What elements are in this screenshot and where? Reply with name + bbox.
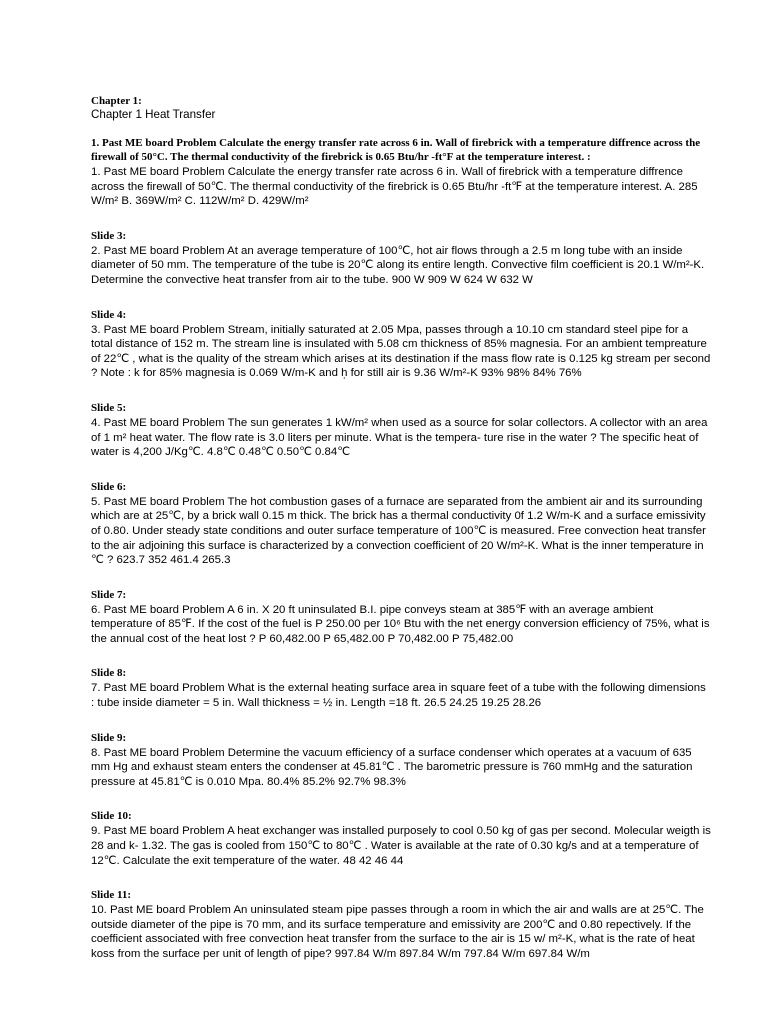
section-heading: Slide 3: [91,229,127,242]
section-body: 6. Past ME board Problem A 6 in. X 20 ft uninsulated B.I. pipe conveys steam at 385℉ with an average ambient temperature of 85℉. If the cost of the fuel is P 250.00 per 10⁶ Btu with the net energy conversion efficiency of 75%, what is the annual cost of the heat lost ? P 60,482.00 P 65,482.00 P 70,482.00 P 75,482.00 [91,603,710,645]
section-heading: Slide 6: [91,480,127,493]
section-slide-6 [91,480,711,568]
section-body: 10. Past ME board Problem An uninsulated steam pipe passes through a room in which the air and walls are at 25℃. The outside diameter of the pipe is 70 mm, and its surface temperature and emissivity are 200℃ and 0.80 repectively. If the coefficient associated with free convection heat transfer from the surface to the air is 15 w/ m²-K, what is the rate of heat koss from the surface per unit of length of pipe? 997.84 W/m 897.84 W/m 797.84 W/m 697.84 W/m [91,904,704,960]
section-heading: Slide 10: [91,810,132,823]
section-heading: Slide 8: [91,667,127,680]
section-slide-11 [91,888,711,961]
section-slide-10 [91,809,711,868]
section-heading: Slide 5: [91,401,127,414]
document-page [91,94,711,982]
section-slide-9 [91,731,711,790]
section-body: 4. Past ME board Problem The sun generates 1 kW/m² when used as a source for solar collectors. A collector with an area of 1 m² heat water. The flow rate is 3.0 liters per minute. What is the tempera- ture rise in the water ? The specific heat of water is 4,200 J/Kg℃. 4.8℃ 0.48℃ 0.50℃ 0.84℃ [91,416,708,459]
section-heading: Slide 4: [91,308,127,321]
section-slide-8 [91,666,711,710]
section-slide-4 [91,308,711,381]
section-body: 3. Past ME board Problem Stream, initially saturated at 2.05 Mpa, passes through a 10.10 cm standard steel pipe for a total distance of 152 m. The stream line is insulated with 5.08 cm thickness of 85% magnesia. For an ambient tempreature of 22℃ , what is the quality of the stream which arises at its destination if the mass flow rate is 0.125 kg stream per second ? Note : k for 85% magnesia is 0.069 W/m-K and h̹ for still air is 9.36 W/m²-K 93% 98% 84% 76% [91,323,711,380]
section-body: 8. Past ME board Problem Determine the vacuum efficiency of a surface condenser which operates at a vacuum of 635 mm Hg and exhaust steam enters the condenser at 45.81℃ . The barometric pressure is 760 mmHg and the saturation pressure at 45.81℃ is 0.010 Mpa. 80.4% 85.2% 92.7% 98.3% [91,746,693,788]
section-slide-5 [91,401,711,460]
section-body: 1. Past ME board Problem Calculate the energy transfer rate across 6 in. Wall of firebrick with a temperature diffrence across the firewall of 50℃. The thermal conductivity of the firebrick is 0.65 Btu/hr -ft℉ at the temperature interest. A. 285 W/m² B. 369W/m² C. 112W/m² D. 429W/m² [91,166,698,208]
section-heading: Slide 7: [91,588,127,601]
section-body: 7. Past ME board Problem What is the external heating surface area in square feet of a tube with the following dimensions : tube inside diameter = 5 in. Wall thickness = ½ in. Length =18 ft. 26.5 24.25 19.25 28.26 [91,682,706,710]
section-body: 9. Past ME board Problem A heat exchanger was installed purposely to cool 0.50 kg of gas per second. Molecular weigth is 28 and k- 1.32. The gas is cooled from 150℃ to 80℃ . Water is available at the rate of 0.30 kg/s and at a temperature of 12℃. Calculate the exit temperature of the water. 48 42 46 44 [91,825,711,867]
section-body: 2. Past ME board Problem At an average temperature of 100℃, hot air flows through a 2.5 m long tube with an inside diameter of 50 mm. The temperature of the tube is 20℃ along its entire length. Convective film coefficient is 20.1 W/m²-K. Determine the convective heat transfer from air to the tube. 900 W 909 W 624 W 632 W [91,244,705,286]
section-body: 5. Past ME board Problem The hot combustion gases of a furnace are separated from the ambient air and its surrounding which are at 25℃, by a brick wall 0.15 m thick. The brick has a thermal conductivity 0f 1.2 W/m-K and a surface emissivity of 0.80. Under steady state conditions and outer surface temperature of 100℃ is measured. Free convection heat transfer to the air adjoining this surface is characterized by a convection coefficient of 20 W/m²-K. What is the inner temperature in ℃ ? 623.7 352 461.4 265.3 [91,495,706,567]
section-slide-7 [91,588,711,647]
section-heading: Slide 9: [91,731,127,744]
chapter-header [91,94,711,122]
section-slide-3 [91,229,711,288]
chapter-title: Chapter 1 Heat Transfer [91,108,216,121]
section-1 [91,136,711,209]
chapter-heading: Chapter 1: [91,95,142,107]
section-heading: 1. Past ME board Problem Calculate the energy transfer rate across 6 in. Wall of firebrick with a temperature diffrence across the firewall of 50°C. The thermal conductivity of the firebrick is 0.65 Btu/hr -ft°F at the temperature interest. : [91,137,701,163]
section-heading: Slide 11: [91,889,132,902]
